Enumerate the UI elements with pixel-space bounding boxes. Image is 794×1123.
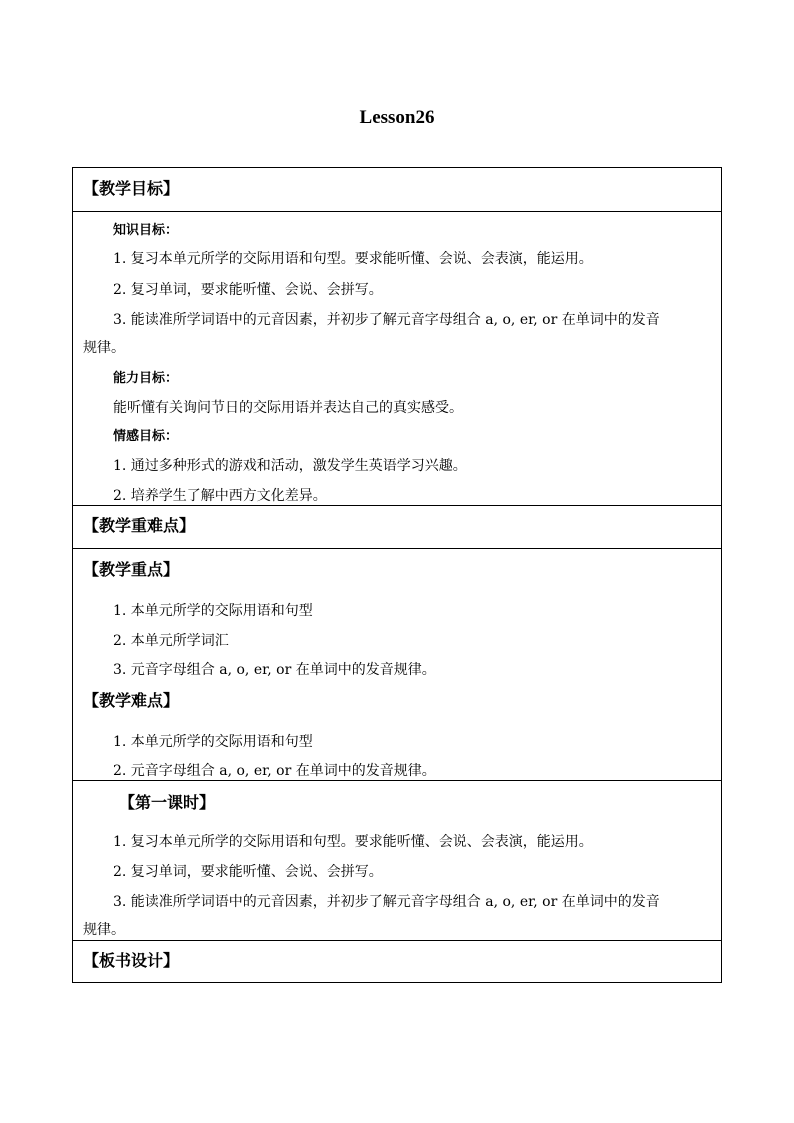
ability-goal-label: 能力目标： — [113, 371, 179, 386]
key-points-heading: 【教学重点】 — [83, 560, 180, 579]
knowledge-item: 1. 复习本单元所学的交际用语和句型。要求能听懂、会说、会表演，能运用。 — [113, 251, 593, 267]
ability-goal-text: 能听懂有关询问节日的交际用语并表达自己的真实感受。 — [113, 400, 463, 416]
difficult-point-item: 1. 本单元所学的交际用语和句型 — [113, 734, 313, 750]
first-lesson-heading: 【第一课时】 — [119, 793, 216, 812]
difficult-point-item: 2. 元音字母组合 a, o, er, or 在单词中的发音规律。 — [113, 763, 436, 779]
objectives-content-row — [73, 211, 721, 505]
key-point-item: 2. 本单元所学词汇 — [113, 633, 229, 649]
key-point-item: 3. 元音字母组合 a, o, er, or 在单词中的发音规律。 — [113, 662, 436, 678]
knowledge-item: 2. 复习单词，要求能听懂、会说、会拼写。 — [113, 282, 383, 298]
knowledge-item-continued: 规律。 — [83, 340, 125, 356]
key-point-item: 1. 本单元所学的交际用语和句型 — [113, 603, 313, 619]
first-lesson-item-continued: 规律。 — [83, 922, 125, 938]
first-lesson-item: 2. 复习单词，要求能听懂、会说、会拼写。 — [113, 864, 383, 880]
first-lesson-item: 3. 能读准所学词语中的元音因素，并初步了解元音字母组合 a, o, er, or 在单词中的发音 — [113, 894, 660, 910]
key-difficult-heading-row — [73, 505, 721, 548]
board-design-row — [73, 940, 721, 982]
key-difficult-heading: 【教学重难点】 — [83, 516, 196, 535]
first-lesson-row — [73, 780, 721, 940]
knowledge-item: 3. 能读准所学词语中的元音因素，并初步了解元音字母组合 a, o, er, or 在单词中的发音 — [113, 312, 660, 328]
emotion-item: 2. 培养学生了解中西方文化差异。 — [113, 488, 327, 504]
first-lesson-item: 1. 复习本单元所学的交际用语和句型。要求能听懂、会说、会表演，能运用。 — [113, 834, 593, 850]
lesson-plan-table — [72, 167, 722, 983]
objectives-heading: 【教学目标】 — [83, 179, 180, 198]
difficult-points-heading: 【教学难点】 — [83, 691, 180, 710]
emotion-item: 1. 通过多种形式的游戏和活动，激发学生英语学习兴趣。 — [113, 458, 467, 474]
objectives-heading-row — [73, 168, 721, 211]
board-design-heading: 【板书设计】 — [83, 951, 180, 970]
emotion-goal-label: 情感目标： — [113, 429, 179, 444]
page-title: Lesson26 — [359, 107, 435, 128]
knowledge-goal-label: 知识目标： — [113, 223, 179, 238]
key-points-row — [73, 548, 721, 780]
